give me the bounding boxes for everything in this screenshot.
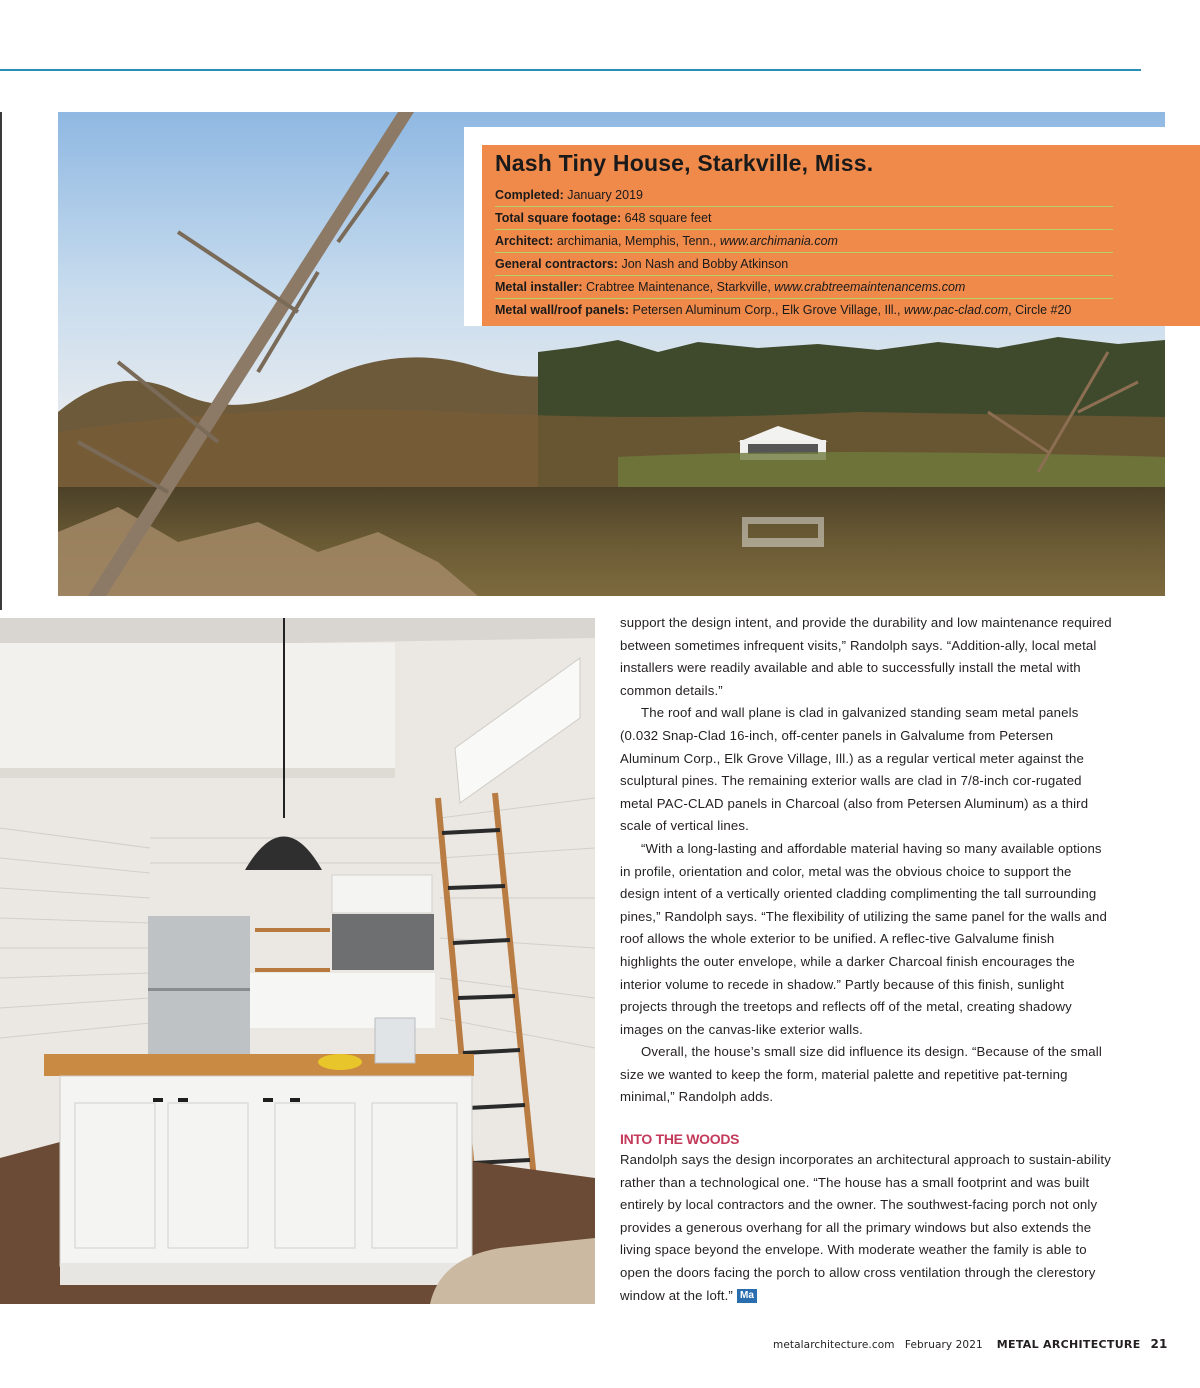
- architect-link[interactable]: www.archimania.com: [719, 234, 838, 248]
- info-value: Crabtree Maintenance, Starkville,: [582, 280, 775, 294]
- page-edge: [0, 112, 2, 610]
- page-number: 21: [1150, 1337, 1168, 1351]
- closing-text: Randolph says the design incorporates an architectural approach to sustain-ability rather than a technological one. “The house has a small footprint and was built entirely by local contractors and the owner. The southwest-facing porch not only provides a generous overhang for all the primary windows but also extends the living space beyond the envelope. With moderate weather the family is able to open the doors facing the porch to allow cross ventilation through the clerestory window at the loft.”: [620, 1152, 1111, 1303]
- section-subhead: INTO THE WOODS: [620, 1131, 740, 1148]
- info-label: Completed:: [495, 188, 564, 202]
- info-row-completed: [495, 184, 1113, 207]
- article-closing-paragraph: [620, 1149, 1114, 1307]
- info-value: archimania, Memphis, Tenn.,: [553, 234, 720, 248]
- info-label: Architect:: [495, 234, 554, 248]
- article-paragraph: “With a long-lasting and affordable material having so many available options in profile, orientation and color, metal was the obvious choice to support the design intent of a vertically oriented cladding complimenting the tall surrounding pines,” Randolph says. “The flexibility of utilizing the same panel for the walls and roof allows the whole exterior to be unified. A reflec-tive Galvalume finish highlights the outer envelope, while a darker Charcoal finish encourages the interior volume to recede in shadow.” Partly because of this finish, sunlight projects through the treetops and reflects off of the metal, creating shadowy images on the canvas-like exterior walls.: [620, 840, 1108, 1037]
- info-row-metal-installer: [495, 276, 1113, 299]
- info-row-architect: [495, 230, 1113, 253]
- panels-link[interactable]: www.pac-clad.com: [903, 303, 1009, 317]
- info-label: Metal installer:: [495, 280, 583, 294]
- info-label: Total square footage:: [495, 211, 622, 225]
- end-mark-icon: Ma: [737, 1289, 757, 1303]
- info-row-metal-panels: [495, 299, 1113, 321]
- info-label: General contractors:: [495, 257, 618, 271]
- info-value: Jon Nash and Bobby Atkinson: [617, 257, 789, 271]
- info-row-general-contractors: [495, 253, 1113, 276]
- project-title: Nash Tiny House, Starkville, Miss.: [495, 150, 874, 176]
- info-label: Metal wall/roof panels:: [495, 303, 630, 317]
- project-info-panel: [482, 145, 1200, 326]
- kitchen-photo: [0, 618, 595, 1304]
- info-value: Petersen Aluminum Corp., Elk Grove Village, Ill.,: [629, 303, 904, 317]
- installer-link[interactable]: www.crabtreemaintenancems.com: [774, 280, 966, 294]
- footer-site[interactable]: metalarchitecture.com: [773, 1339, 895, 1351]
- project-info-box: [464, 127, 1200, 326]
- article-body: [620, 612, 1114, 1307]
- circle-number: , Circle #20: [1008, 303, 1072, 317]
- article-paragraph: support the design intent, and provide the durability and low maintenance required between sometimes infrequent visits,” Randolph says. “Addition-ally, local metal installers were readily available and able to successfully install the metal with common details.”: [620, 615, 1112, 698]
- project-details: [495, 184, 1113, 321]
- article-paragraph: The roof and wall plane is clad in galvanized standing seam metal panels (0.032 Snap-Clad 16-inch, off-center panels in Galvalume from Petersen Aluminum Corp., Elk Grove Village, Ill.) as a regular vertical meter against the sculptural pines. The remaining exterior walls are clad in 7/8-inch cor-rugated metal PAC-CLAD panels in Charcoal (also from Petersen Aluminum) as a third scale of vertical lines.: [620, 705, 1089, 834]
- info-value: 648 square feet: [621, 211, 712, 225]
- footer-issue: February 2021: [904, 1339, 983, 1351]
- page-footer: [773, 1337, 1167, 1351]
- header-rule: [0, 69, 1141, 71]
- kitchen-illustration: [0, 618, 595, 1304]
- footer-publication: METAL ARCHITECTURE: [996, 1338, 1141, 1351]
- info-value: January 2019: [563, 188, 643, 202]
- info-row-square-footage: [495, 207, 1113, 230]
- article-paragraph: Overall, the house’s small size did influence its design. “Because of the small size we wanted to keep the form, material palette and repetitive pat-terning minimal,” Randolph adds.: [620, 1044, 1102, 1105]
